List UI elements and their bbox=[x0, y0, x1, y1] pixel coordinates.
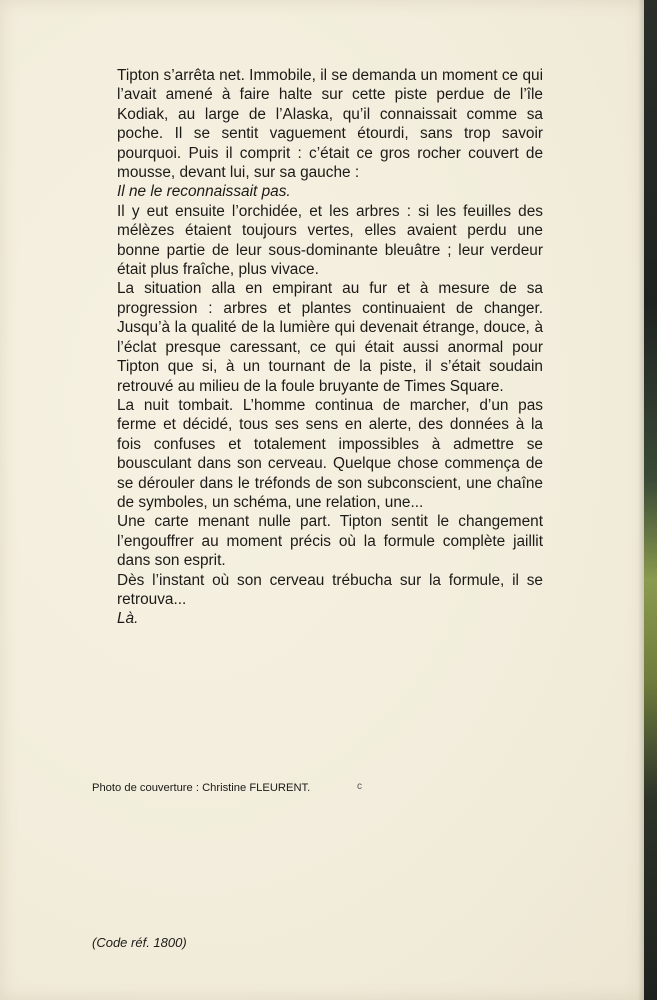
code-reference: (Code réf. 1800) bbox=[92, 935, 187, 950]
blurb-paragraph-6: Une carte menant nulle part. Tipton sentit le changement l’engouffrer au moment précis où la formule complète jaillit dans son esprit. bbox=[117, 513, 543, 570]
blurb-paragraph-2-italic: Il ne le reconnaissait pas. bbox=[117, 183, 291, 201]
blurb-paragraph-7: Dès l’instant où son cerveau trébucha sur la formule, il se retrouva... bbox=[117, 571, 543, 608]
blurb-paragraph-1: Tipton s’arrêta net. Immobile, il se demanda un moment ce qui l’avait amené à faire halte sur cette piste perdue de l’île Kodiak, au large de l’Alaska, qu’il connaissait comme sa poche. Il se sentit vaguement étourdi, sans trop savoir pourquoi. Puis il comprit : c’était ce gros rocher couvert de mousse, devant lui, sur sa gauche : bbox=[117, 67, 543, 182]
photo-credit: Photo de couverture : Christine FLEURENT. bbox=[92, 782, 311, 794]
blurb-paragraph-8-italic: Là. bbox=[117, 610, 139, 628]
blurb-paragraph-5: La nuit tombait. L’homme continua de marcher, d’un pas ferme et décidé, tous ses sens en alerte, des données à la fois confuses et totalement impossibles à admettre se bousculant dans son cerveau. Quelque chose commença de se dérouler dans le tréfonds de son subconscient, une chaîne de symboles, un schéma, une relation, une... bbox=[117, 396, 543, 511]
stray-mark: c bbox=[357, 781, 362, 792]
spine-edge bbox=[644, 0, 657, 1000]
blurb-text bbox=[117, 66, 543, 629]
blurb-paragraph-3: Il y eut ensuite l’orchidée, et les arbres : si les feuilles des mélèzes étaient toujours vertes, elles avaient perdu une bonne partie de leur sous-dominante bleuâtre ; leur verdeur était plus fraîche, plus vivace. bbox=[117, 202, 543, 279]
blurb-paragraph-4: La situation alla en empirant au fur et à mesure de sa progression : arbres et plantes continuaient de changer. Jusqu’à la qualité de la lumière qui devenait étrange, douce, à l’éclat presque caressant, ce qui était aussi anormal pour Tipton que si, à un tournant de la piste, il s’était soudain retrouvé au milieu de la foule bruyante de Times Square. bbox=[117, 280, 543, 395]
